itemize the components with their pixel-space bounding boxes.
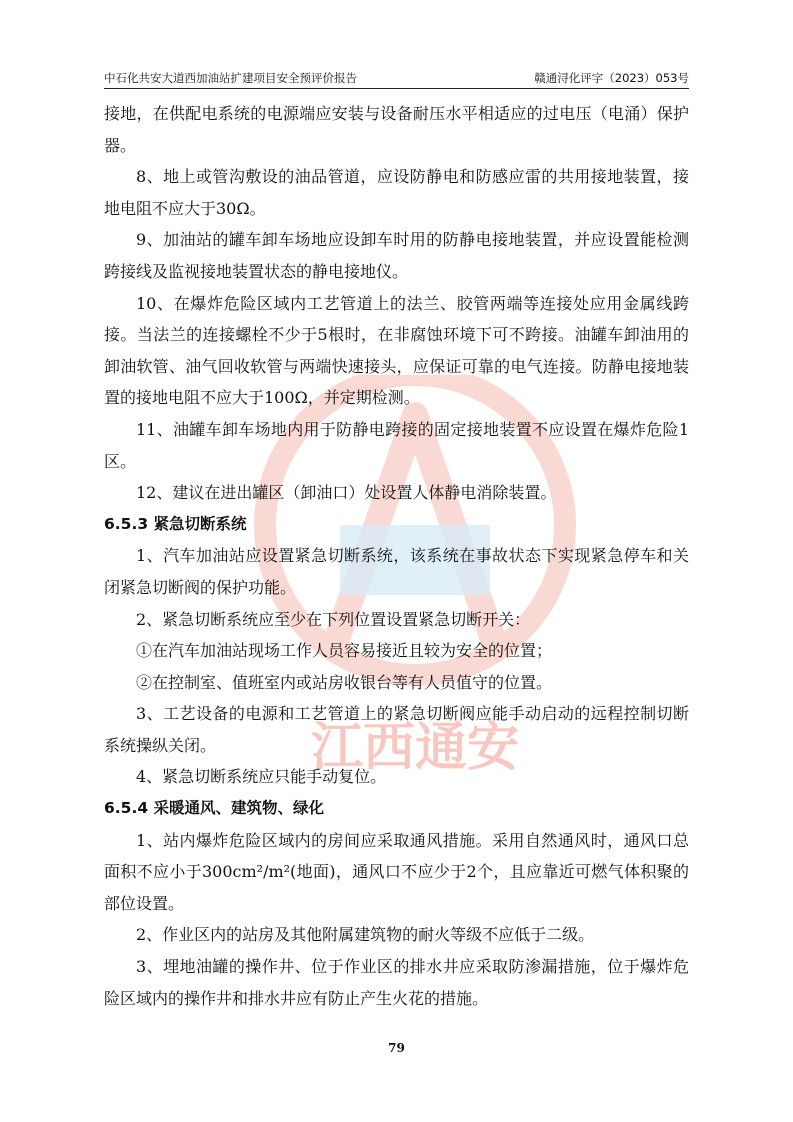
body-paragraph: 10、在爆炸危险区域内工艺管道上的法兰、胶管两端等连接处应用金属线跨接。当法兰的连接螺栓不少于5根时，在非腐蚀环境下可不跨接。油罐车卸油用的卸油软管、油气回收软管与两端快速接头，应保证可靠的电气连接。防静电接地装置的接地电阻不应大于100Ω，并定期检测。 (104, 293, 689, 408)
body-paragraph: 1、站内爆炸危险区域内的房间应采取通风措施。采用自然通风时，通风口总面积不应小于300cm²/m²(地面)，通风口不应少于2个，且应靠近可燃气体积聚的部位设置。 (104, 830, 689, 913)
body-paragraph: 8、地上或管沟敷设的油品管道，应设防静电和防感应雷的共用接地装置，接地电阻不应大于30Ω。 (104, 167, 689, 218)
body-paragraph: 4、紧急切断系统应只能手动复位。 (136, 767, 387, 787)
body-paragraph: ②在控制室、值班室内或站房收银台等有人员值守的位置。 (136, 672, 553, 692)
body-paragraph: ①在汽车加油站现场工作人员容易接近且较为安全的位置； (136, 641, 553, 661)
page-number: 79 (388, 1041, 405, 1055)
document-body (104, 98, 689, 1014)
header-report-title: 中石化共安大道西加油站扩建项目安全预评价报告 (104, 71, 357, 85)
watermark-text: 江西通安 (310, 718, 520, 778)
header-document-number: 赣通浔化评字（2023）053号 (534, 71, 689, 85)
body-paragraph: 3、工艺设备的电源和工艺管道上的紧急切断阀应能手动启动的远程控制切断系统操纵关闭。 (104, 704, 689, 755)
section-heading: 6.5.3 紧急切断系统 (104, 514, 247, 533)
body-paragraph: 接地，在供配电系统的电源端应安装与设备耐压水平相适应的过电压（电涌）保护器。 (104, 104, 689, 155)
body-paragraph: 12、建议在进出罐区（卸油口）处设置人体静电消除装置。 (136, 483, 557, 503)
body-paragraph: 2、紧急切断系统应至少在下列位置设置紧急切断开关： (136, 609, 531, 629)
page-header (104, 66, 689, 89)
body-paragraph: 9、加油站的罐车卸车场地应设卸车时用的防静电接地装置，并应设置能检测跨接线及监视接地装置状态的静电接地仪。 (104, 230, 689, 281)
body-paragraph: 3、埋地油罐的操作井、位于作业区的排水井应采取防渗漏措施，位于爆炸危险区域内的操作井和排水井应有防止产生火花的措施。 (104, 957, 689, 1008)
body-paragraph: 2、作业区内的站房及其他附属建筑物的耐火等级不应低于二级。 (136, 925, 595, 945)
body-paragraph: 11、油罐车卸车场地内用于防静电跨接的固定接地装置不应设置在爆炸危险1区。 (104, 419, 689, 471)
section-heading: 6.5.4 采暖通风、建筑物、绿化 (104, 799, 325, 818)
body-paragraph: 1、汽车加油站应设置紧急切断系统，该系统在事故状态下实现紧急停车和关闭紧急切断阀的保护功能。 (104, 546, 689, 597)
